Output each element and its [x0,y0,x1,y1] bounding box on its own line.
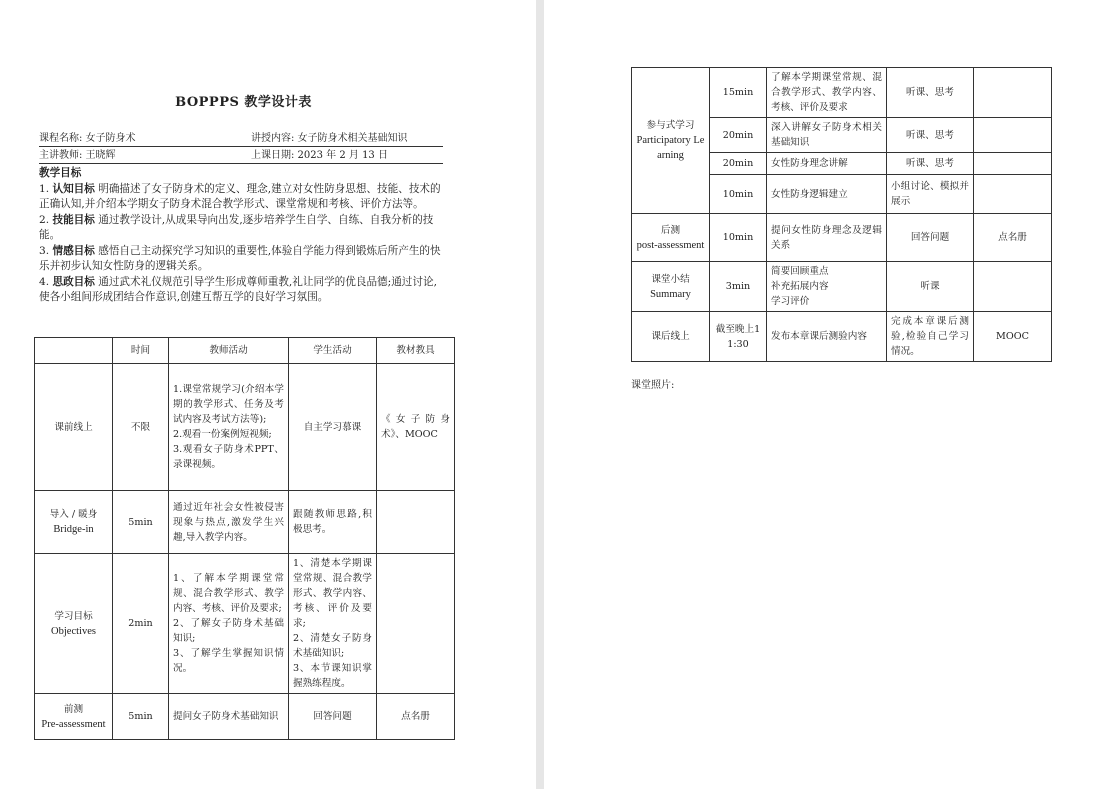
table-row [35,554,455,694]
time-cell: 20min [710,118,767,153]
student-activity-cell: 听课、思考 [887,153,974,175]
teacher-activity-cell: 1、了解本学期课堂常规、混合教学形式、教学内容、考核、评价及要求; 2、了解女子防身术基础知识; 3、了解学生掌握知识情况。 [169,554,289,694]
header-materials: 教材教具 [377,338,455,364]
materials-cell [974,68,1052,118]
time-cell: 5min [113,694,169,740]
objectives-heading: 教学目标 [39,167,82,179]
stage-cell: 后测 post-assessment [632,214,710,262]
materials-cell: 《女子防身术》、MOOC [377,364,455,491]
time-cell: 10min [710,214,767,262]
page-gutter [536,0,544,789]
materials-cell [974,175,1052,214]
student-activity-cell: 完成本章课后测验,检验自己学习情况。 [887,312,974,362]
objectives-section [39,166,443,306]
student-activity-cell: 听课、思考 [887,118,974,153]
lesson-plan-table-2 [631,67,1052,362]
table-row [35,491,455,554]
materials-cell [377,491,455,554]
class-date: 上课日期: 2023 年 2 月 13 日 [251,150,388,161]
course-name: 课程名称: 女子防身术 [39,133,136,144]
teacher-activity-cell: 了解本学期课堂常规、混合教学形式、教学内容、考核、评价及要求 [767,68,887,118]
time-cell: 10min [710,175,767,214]
time-cell: 20min [710,153,767,175]
teacher-name: 主讲教师: 王晓辉 [39,150,116,161]
time-cell: 2min [113,554,169,694]
course-info-row [39,132,443,147]
table-header-row [35,338,455,364]
student-activity-cell: 回答问题 [289,694,377,740]
document-page-2 [544,0,1117,789]
header-time: 时间 [113,338,169,364]
table-row [632,312,1052,362]
time-cell: 不限 [113,364,169,491]
teacher-activity-cell: 发布本章课后测验内容 [767,312,887,362]
stage-cell: 课堂小结 Summary [632,262,710,312]
table-row [35,364,455,491]
materials-cell: MOOC [974,312,1052,362]
stage-cell: 课前线上 [35,364,113,491]
student-activity-cell: 小组讨论、模拟并展示 [887,175,974,214]
objective-item: 1. 认知目标 明确描述了女子防身术的定义、理念,建立对女性防身思想、技能、技术的正确认知,并介绍本学期女子防身术混合教学形式、课堂常规和考核、评价方法等。 [39,182,441,210]
time-cell: 截至晚上11:30 [710,312,767,362]
teacher-activity-cell: 简要回顾重点 补充拓展内容 学习评价 [767,262,887,312]
stage-cell: 导入 / 暖身 Bridge-in [35,491,113,554]
teacher-activity-cell: 提问女子防身术基础知识 [169,694,289,740]
table-row [632,68,1052,118]
teacher-activity-cell: 提问女性防身理念及逻辑关系 [767,214,887,262]
stage-cell: 课后线上 [632,312,710,362]
teacher-activity-cell: 1.课堂常规学习(介绍本学期的教学形式、任务及考试内容及考试方法等); 2.观看一份案例短视频; 3.观看女子防身术PPT、录课视频。 [169,364,289,491]
student-activity-cell: 听课、思考 [887,68,974,118]
stage-cell: 学习目标 Objectives [35,554,113,694]
materials-cell [974,153,1052,175]
materials-cell [377,554,455,694]
materials-cell: 点名册 [974,214,1052,262]
classroom-photo-label: 课堂照片: [631,380,675,391]
teacher-activity-cell: 女性防身逻辑建立 [767,175,887,214]
time-cell: 5min [113,491,169,554]
student-activity-cell: 自主学习慕课 [289,364,377,491]
time-cell: 15min [710,68,767,118]
header-teacher-activity: 教师活动 [169,338,289,364]
objective-item: 3. 情感目标 感悟自己主动探究学习知识的重要性,体验自学能力得到锻炼后所产生的快乐并初步认知女性防身的逻辑关系。 [39,244,441,272]
student-activity-cell: 听课 [887,262,974,312]
objective-item: 2. 技能目标 通过教学设计,从成果导向出发,逐步培养学生自学、自练、自我分析的技能。 [39,213,434,241]
teacher-info-row [39,149,443,164]
materials-cell [974,262,1052,312]
header-student-activity: 学生活动 [289,338,377,364]
stage-cell: 前测 Pre-assessment [35,694,113,740]
document-page-1 [0,0,536,789]
stage-cell: 参与式学习 Participatory Learning [632,68,710,214]
objective-item: 4. 思政目标 通过武术礼仪规范引导学生形成尊师重教,礼让同学的优良品德;通过讨论,使各小组间形成团结合作意识,创建互帮互学的良好学习氛围。 [39,275,437,303]
student-activity-cell: 1、清楚本学期课堂常规、混合教学形式、教学内容、考核、评价及要求; 2、清楚女子防身术基础知识; 3、本节课知识掌握熟练程度。 [289,554,377,694]
student-activity-cell: 跟随教师思路,积极思考。 [289,491,377,554]
lesson-plan-table-1 [34,337,455,740]
lecture-content: 讲授内容: 女子防身术相关基础知识 [251,133,408,144]
time-cell: 3min [710,262,767,312]
header-stage [35,338,113,364]
document-title: BOPPPS 教学设计表 [175,95,312,110]
student-activity-cell: 回答问题 [887,214,974,262]
table-row [632,214,1052,262]
teacher-activity-cell: 通过近年社会女性被侵害现象与热点,激发学生兴趣,导入教学内容。 [169,491,289,554]
teacher-activity-cell: 深入讲解女子防身术相关基础知识 [767,118,887,153]
teacher-activity-cell: 女性防身理念讲解 [767,153,887,175]
table-row [632,262,1052,312]
materials-cell [974,118,1052,153]
materials-cell: 点名册 [377,694,455,740]
table-row [35,694,455,740]
